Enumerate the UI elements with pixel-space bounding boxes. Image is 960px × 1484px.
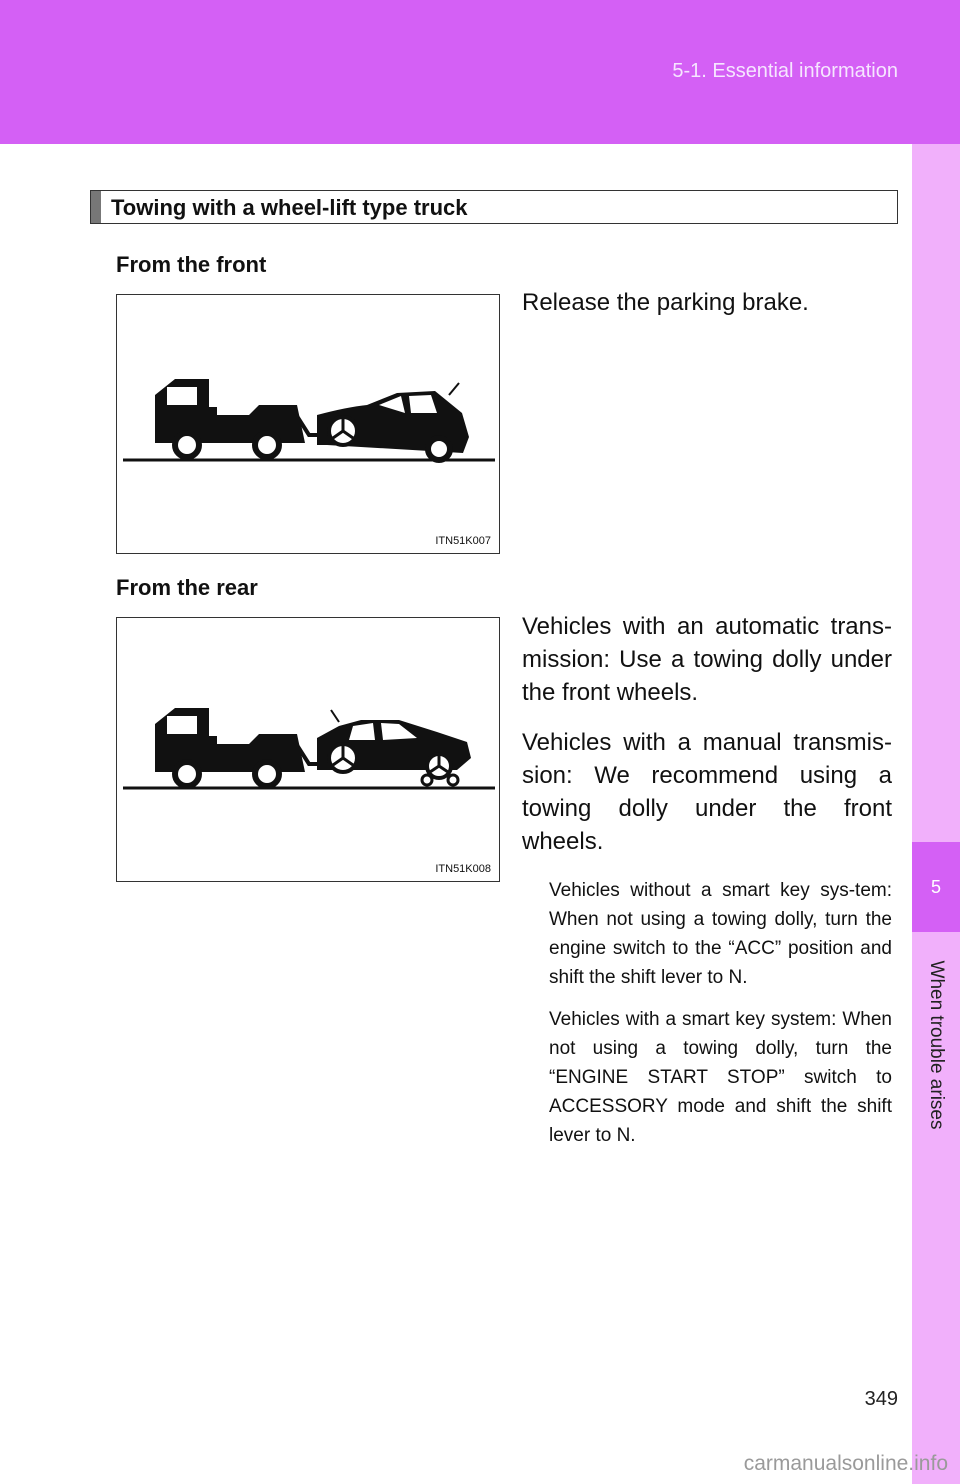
section-heading-text: Towing with a wheel-lift type truck <box>111 195 468 220</box>
section-path: 5-1. Essential information <box>672 60 898 82</box>
subheading-front: From the front <box>116 252 267 277</box>
tow-truck-rear-illustration <box>117 618 501 883</box>
subheading-rear: From the rear <box>116 575 258 600</box>
figure-code: ITN51K008 <box>435 863 491 875</box>
page-number: 349 <box>864 1388 898 1410</box>
rear-instructions <box>522 610 892 875</box>
side-tab <box>912 144 960 1484</box>
figure-rear-tow <box>116 617 500 882</box>
rear-notes <box>549 876 892 1163</box>
chapter-number: 5 <box>930 876 941 897</box>
watermark: carmanualsonline.info <box>743 1452 948 1475</box>
rear-paragraph-automatic: Vehicles with an automatic trans-mission: Use a towing dolly under the front wheels. <box>522 613 892 706</box>
chapter-number-tab <box>912 842 960 932</box>
front-instructions <box>522 286 892 336</box>
heading-accent <box>91 191 101 223</box>
rear-paragraph-manual: Vehicles with a manual transmis-sion: We recommend using a towing dolly under the front wheels. <box>522 729 892 855</box>
section-heading <box>90 190 898 224</box>
header-band <box>0 0 960 144</box>
chapter-title: When trouble arises <box>926 960 947 1130</box>
tow-truck-front-illustration <box>117 295 501 555</box>
note-with-smart-key: Vehicles with a smart key system: When not using a towing dolly, turn the “ENGINE START STOP” switch to ACCESSORY mode and shift the shift lever to N. <box>549 1009 892 1146</box>
note-without-smart-key: Vehicles without a smart key sys-tem: When not using a towing dolly, turn the engine switch to the “ACC” position and shift the shift lever to N. <box>549 880 892 988</box>
front-instruction-text: Release the parking brake. <box>522 289 809 316</box>
figure-front-tow <box>116 294 500 554</box>
figure-code: ITN51K007 <box>435 535 491 547</box>
